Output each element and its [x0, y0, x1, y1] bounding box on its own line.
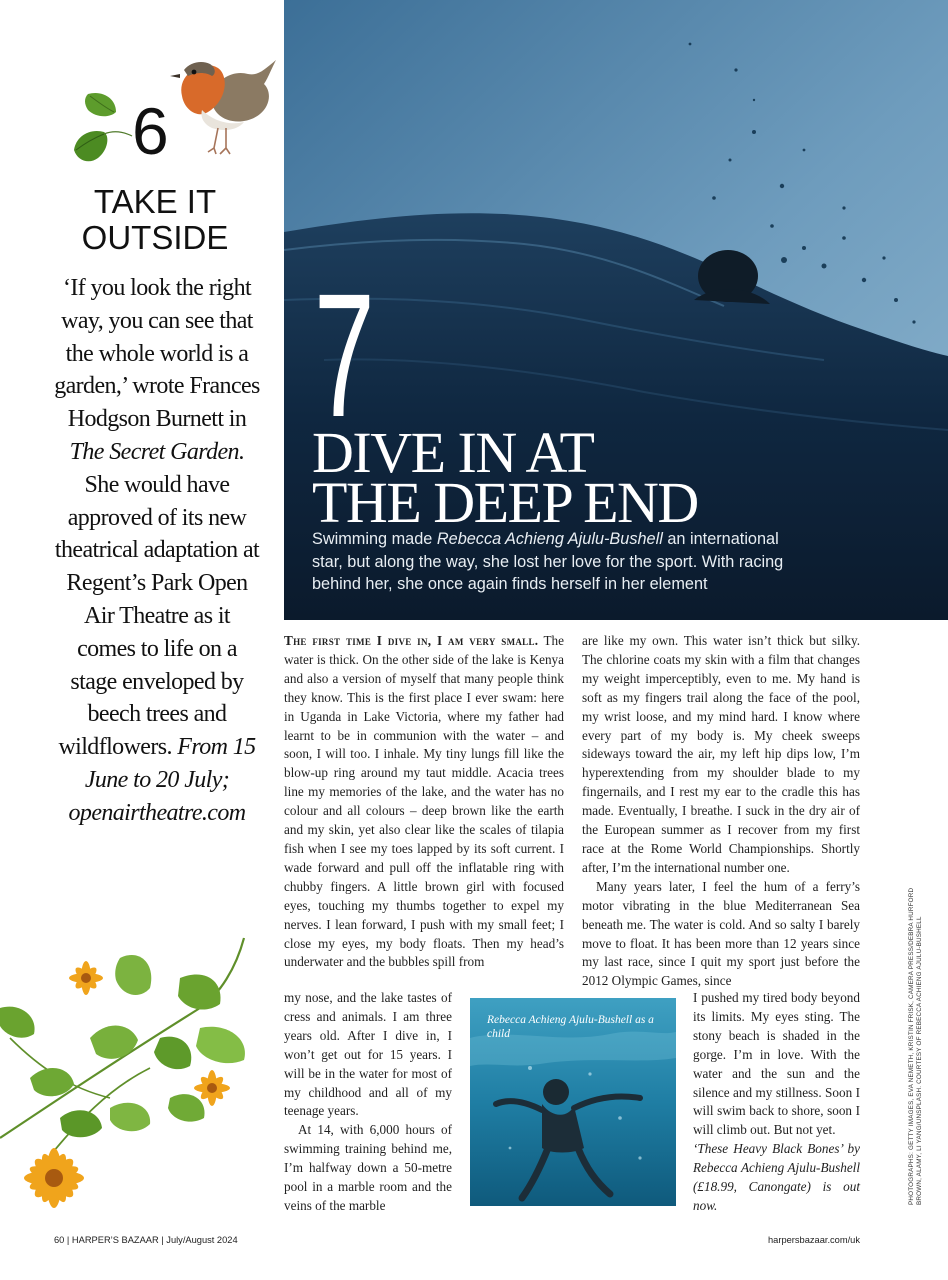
wildflower-icon	[0, 918, 284, 1218]
inset-photo	[470, 998, 676, 1206]
body-column-2-top	[582, 632, 860, 991]
page-folio: 60 | HARPER’S BAZAAR | July/August 2024	[54, 1235, 238, 1245]
paragraph-1-part-2: my nose, and the lake tastes of cress and animals. I am three years old. After I dive in, I won’t get out for 15 years. I will be in the water for most of my childhood and all of my teenage years.	[284, 990, 452, 1119]
body-column-2-bottom	[693, 989, 860, 1216]
book-credit: ‘These Heavy Black Bones’ by Rebecca Achieng Ajulu-Bushell (£18.99, Canongate) is out now.	[693, 1141, 860, 1213]
website-link[interactable]: harpersbazaar.com/uk	[768, 1235, 860, 1245]
sidebar-quote: ‘If you look the right way, you can see that the whole world is a garden,’ wrote Frances Hodgson Burnett in	[54, 275, 260, 433]
sidebar-website-link[interactable]: openairtheatre.com	[68, 799, 246, 826]
feature-standfirst	[312, 528, 792, 596]
body-paragraph-1	[284, 632, 564, 972]
hero-image	[284, 0, 948, 620]
section-title-line-1: TAKE IT	[93, 183, 217, 220]
body-paragraph-3: Many years later, I feel the hum of a ferry’s motor vibrating in the blue Mediterranean Sea beneath me. The water is cold. And so salty I barely move to float. It has been more than 12 years since my last race, since I quit my sport just before the 2012 Olympic Games, since	[582, 878, 860, 989]
body-paragraph-2: At 14, with 6,000 hours of swimming training behind me, I’m halfway down a 50-metre pool in a marble room and the veins of the marble	[284, 1122, 452, 1213]
feature-headline	[312, 420, 872, 535]
paragraph-2-continued: are like my own. This water isn’t thick but silky. The chlorine coats my skin with a film that changes my weight imperceptibly, even to me. My hand is soft as my fingers trail along the face of the pool, my wrist loose, and my mind hard. I know where every part of my body is. My cheek sweeps sideways toward the air, my left hip dips low, I’m hyperextending from my shoulder blade to my fingernails, and I rest my ear to the cradle this has made. Eventually, I breathe. I suck in the dry air of the European summer as I recover from my first race at the Rome World Championships. Shortly after, I’m the international number one.	[582, 633, 860, 875]
body-column-1-top	[284, 632, 564, 972]
standfirst-before: Swimming made	[312, 530, 433, 548]
section-title	[40, 184, 270, 256]
paragraph-3-part-2: I pushed my tired body beyond its limits. My eyes sting. The stony beach is shaded in the gorge. I’m in love. With the water and the sun and the silence and my stillness. Soon I will swim back to shore, soon I will climb out. But not yet.	[693, 990, 860, 1138]
section-number: 6	[132, 94, 169, 168]
leaf-icon	[70, 88, 136, 172]
section-title-line-2: OUTSIDE	[81, 219, 229, 256]
paragraph-1-part-1: The water is thick. On the other side of the lake is Kenya and also a version of myself that many people think they know. This is the first place I ever swam: here in Uganda in Lake Victoria, where my father had learnt to be in communion with the water – and soon, I will too. I inhale. My tiny lungs fill like the blow-up ring around my taut middle. Acacia trees line my memories of the lake, and the water has no colour and all colours – deep brown like the earth and my skin, yet also clear like the scales of tilapia fish when I see my toes lapped by its soft current. I wade forward and pull off the inflatable ring with chubby fingers. A little brown girl with focused eyes, touching my thumbs together to expel my nerves. I lean forward, I push with my small feet; I close my eyes, my body floats. Then my head’s underwater and the bubbles spill from	[284, 633, 564, 970]
sidebar-text	[54, 272, 260, 830]
sidebar-description: She would have approved of its new theatrical adaptation at Regent’s Park Open Air Theatre as it comes to life on a stage enveloped by beech trees and wildflowers.	[54, 471, 260, 761]
body-column-1-bottom	[284, 989, 452, 1216]
sidebar-dates: From 15 June to 20 July;	[84, 734, 256, 793]
feature-number: 7	[314, 258, 375, 454]
lead-in: The first time I dive in, I am very small.	[284, 633, 539, 648]
photo-credits: PHOTOGRAPHS: GETTY IMAGES, EVA NEMETH, KRISTIN FRISK, CAMERA PRESS/DEBRA HURFORD BROWN, ALAMY, LI YANG/UNSPLASH. COURTESY OF REBECCA ACHIENG AJULU-BUSHELL	[908, 887, 923, 1205]
feature-headline-line-2: THE DEEP END	[312, 470, 698, 535]
standfirst-author: Rebecca Achieng Ajulu-Bushell	[436, 530, 663, 548]
sidebar-book-title: The Secret Garden.	[69, 438, 245, 465]
inset-caption: Rebecca Achieng Ajulu-Bushell as a child	[487, 1014, 654, 1040]
standfirst-after: an international star, but along the way, she lost her love for the sport. With racing behind her, she once again finds herself in her element	[312, 530, 784, 594]
feature-headline-line-1: DIVE IN AT	[312, 420, 594, 485]
sidebar-panel	[0, 0, 284, 1280]
